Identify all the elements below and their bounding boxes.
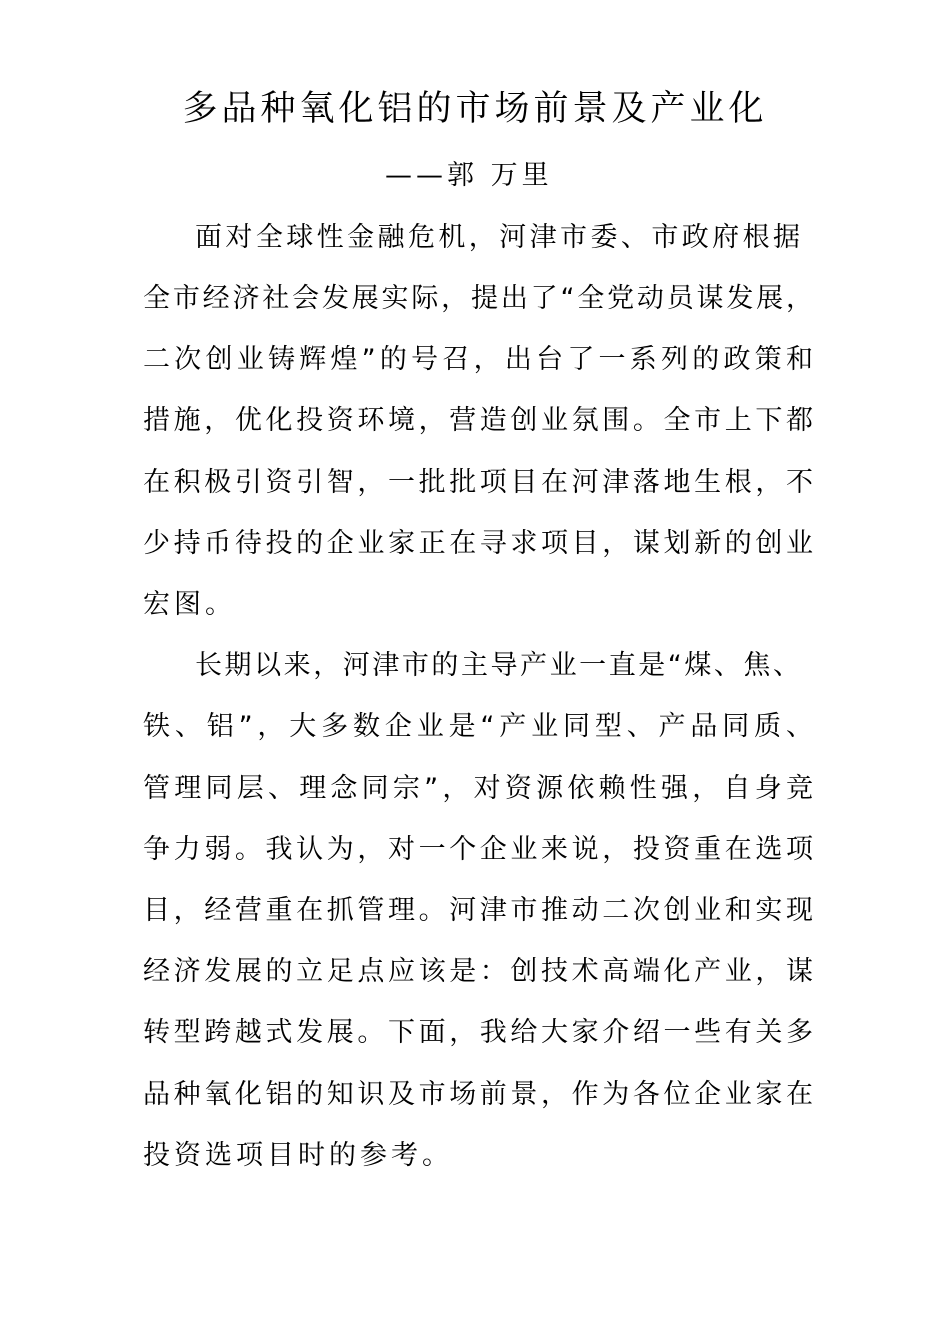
paragraph-1-line-5: 在积极引资引智，一批批项目在河津落地生根，不 — [143, 467, 813, 498]
paragraph-2-line-2: 铁、铝”，大多数企业是“产业同型、产品同质、 — [143, 711, 813, 742]
paragraph-2-line-5: 目，经营重在抓管理。河津市推动二次创业和实现 — [143, 895, 813, 926]
document-author: ——郭 万里 — [385, 160, 553, 191]
paragraph-1-line-2: 全市经济社会发展实际，提出了“全党动员谋发展， — [143, 283, 813, 314]
paragraph-1-line-4: 措施，优化投资环境，营造创业氛围。全市上下都 — [143, 405, 813, 436]
paragraph-2-line-9: 投资选项目时的参考。 — [143, 1140, 453, 1171]
paragraph-2-line-4: 争力弱。我认为，对一个企业来说，投资重在选项 — [143, 834, 813, 865]
paragraph-2-line-8: 品种氧化铝的知识及市场前景，作为各位企业家在 — [143, 1079, 813, 1110]
paragraph-2-line-1: 长期以来，河津市的主导产业一直是“煤、焦、 — [195, 650, 800, 681]
paragraph-2-line-6: 经济发展的立足点应该是：创技术高端化产业，谋 — [143, 956, 813, 987]
document-title: 多品种氧化铝的市场前景及产业化 — [182, 89, 768, 129]
paragraph-1-line-3: 二次创业铸辉煌”的号召，出台了一系列的政策和 — [143, 344, 813, 375]
paragraph-1-line-7: 宏图。 — [143, 589, 236, 620]
paragraph-2-line-3: 管理同层、理念同宗”，对资源依赖性强，自身竞 — [143, 773, 813, 804]
paragraph-1-line-1: 面对全球性金融危机，河津市委、市政府根据 — [195, 222, 800, 253]
paragraph-2-line-7: 转型跨越式发展。下面，我给大家介绍一些有关多 — [143, 1017, 813, 1048]
paragraph-1-line-6: 少持币待投的企业家正在寻求项目，谋划新的创业 — [143, 528, 813, 559]
